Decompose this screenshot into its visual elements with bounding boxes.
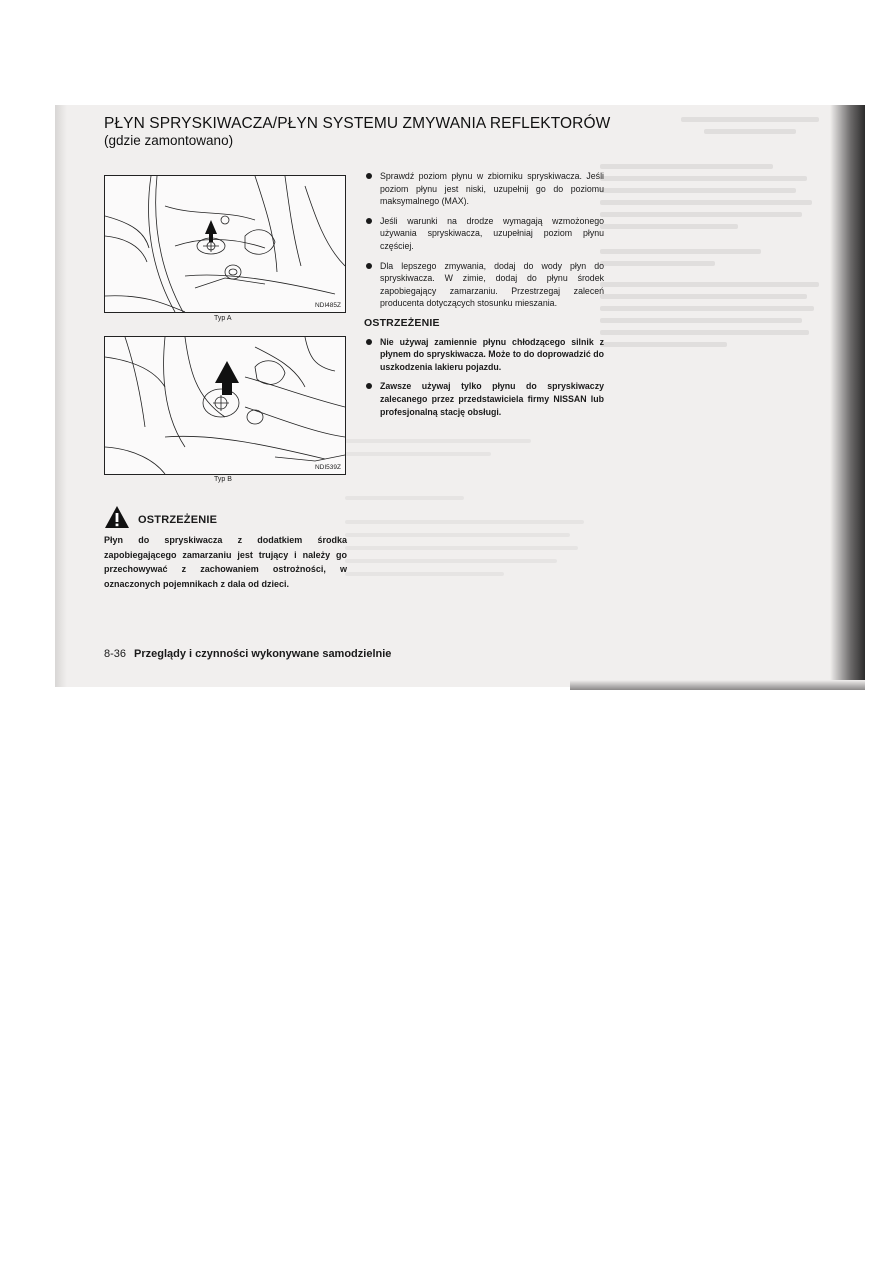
right-column [364, 170, 604, 425]
list-item: Sprawdź poziom płynu w zbiorniku spryskiwacza. Jeśli poziom płynu jest niski, uzupełnij go do poziomu maksymalnego (MAX). [364, 170, 604, 208]
warning-header [104, 505, 217, 529]
warning-triangle-icon [104, 505, 130, 529]
engine-bay-illustration-a [105, 176, 345, 312]
warning-section-title: OSTRZEŻENIE [364, 316, 440, 329]
list-item: Jeśli warunki na drodze wymagają wzmożonego używania spryskiwacza, uzupełniaj poziom płynu częściej. [364, 215, 604, 253]
figure-caption: Typ A [214, 315, 232, 322]
list-item: Dla lepszego zmywania, dodaj do wody płyn do spryskiwacza. W zimie, dodaj do płynu środek zapobiegający zamarzaniu. Przestrzegaj zaleceń producenta dotyczących stosunku mieszania. [364, 260, 604, 310]
warning-title: OSTRZEŻENIE [138, 514, 218, 526]
figure-typ-b [104, 336, 346, 475]
facing-page-bleed-through [600, 110, 830, 430]
engine-bay-illustration-b [105, 337, 345, 474]
page-subtitle: (gdzie zamontowano) [104, 133, 234, 148]
warning-list-item: Zawsze używaj tylko płynu do spryskiwaczy zalecanego przez przedstawiciela firmy NISSAN lub profesjonalną stację obsługi. [364, 380, 604, 418]
figure-code: NDI539Z [314, 464, 341, 471]
section-title: Przeglądy i czynności wykonywane samodzielnie [134, 648, 392, 660]
figure-code: NDI485Z [314, 302, 341, 309]
page-footer [104, 648, 391, 660]
warning-text: Płyn do spryskiwacza z dodatkiem środka zapobiegającego zamarzaniu jest trujący i należy go przechowywać z zachowaniem ostrożności, w oznaczonych pojemnikach z dala od dzieci. [104, 535, 347, 589]
page-title: PŁYN SPRYSKIWACZA/PŁYN SYSTEMU ZMYWANIA REFLEKTORÓW [104, 115, 611, 132]
scan-bottom-shadow [570, 680, 865, 690]
figure-typ-a [104, 175, 346, 313]
scan-right-edge-shadow [830, 105, 865, 687]
figure-caption: Typ B [214, 476, 232, 483]
reverse-side-bleed-through [345, 430, 610, 610]
warning-list-item: Nie używaj zamiennie płynu chłodzącego silnik z płynem do spryskiwacza. Może to do doprowadzić do uszkodzenia lakieru pojazdu. [364, 336, 604, 374]
page-number: 8-36 [104, 648, 127, 660]
scan-left-edge [55, 105, 67, 687]
